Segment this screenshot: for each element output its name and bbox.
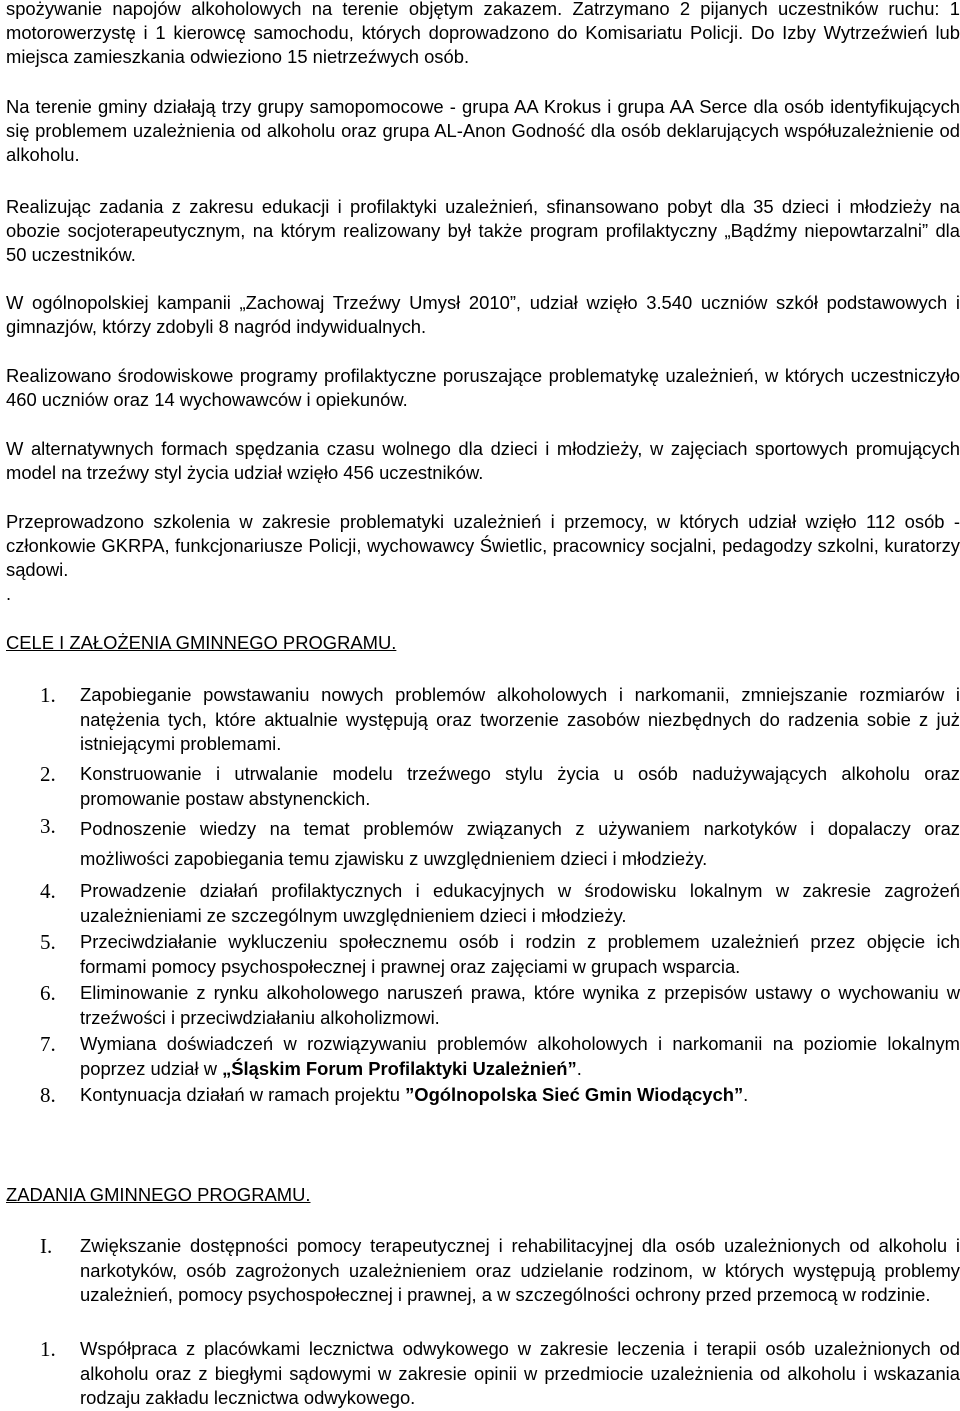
list-item-text: Przeciwdziałanie wykluczeniu społecznemu osób i rodzin z problemem uzależnień przez objęcie ich formami pomocy psychospołecznej i prawnej oraz zajęciami w grupach wsparcia. [80, 931, 960, 977]
list-item-text [80, 1083, 960, 1108]
paragraph-community-programs [6, 364, 960, 412]
list-item-text [80, 1032, 960, 1081]
list-item-number: 3. [40, 814, 56, 838]
list-item-number: 7. [40, 1032, 56, 1056]
list-item [6, 1083, 960, 1108]
paragraph-text: W alternatywnych formach spędzania czasu wolnego dla dzieci i młodzieży, w zajęciach sportowych promujących model na trzeźwy styl życia udział wzięło 456 uczestników. [6, 438, 960, 483]
paragraph-text: W ogólnopolskiej kampanii „Zachowaj Trzeźwy Umysł 2010”, udział wzięło 3.540 uczniów szkół podstawowych i gimnazjów, którzy zdobyli 8 nagród indywidualnych. [6, 292, 960, 337]
list-item [6, 1032, 960, 1081]
list-item [6, 762, 960, 811]
list-item-number: 5. [40, 930, 56, 954]
list-item [6, 981, 960, 1030]
list-item [6, 683, 960, 757]
list-item-number: 4. [40, 879, 56, 903]
list-item-text: Współpraca z placówkami lecznictwa odwykowego w zakresie leczenia i terapii osób uzależnionych od alkoholu oraz z biegłymi sądowymi w zakresie opinii w przedmiocie uzależnienia od alkoholu i wskazania rodzaju zakładu lecznictwa odwykowego. [80, 1338, 960, 1408]
list-item-text-part: . [743, 1084, 749, 1105]
paragraph-text: Na terenie gminy działają trzy grupy samopomocowe - grupa AA Krokus i grupa AA Serce dla osób identyfikujących się problemem uzależnienia od alkoholu oraz grupa AL-Anon Godność dla osób deklarujących współuzależnienie od alkoholu. [6, 96, 960, 165]
paragraph-text: Przeprowadzono szkolenia w zakresie problematyki uzależnień i przemocy, w których udział wzięło 112 osób - członkowie GKRPA, funkcjonariusze Policji, wychowawcy Świetlic, pracownicy socjalni, pedagodzy szkolni, kuratorzy sądowi. [6, 511, 960, 580]
list-item-text: Zapobieganie powstawaniu nowych problemów alkoholowych i narkomanii, zmniejszanie rozmiarów i natężenia tych, które aktualnie występują oraz tworzenie zasobów niezbędnych do radzenia sobie z już istniejącymi problemami. [80, 684, 960, 754]
paragraph-education [6, 195, 960, 267]
list-item-text-bold: ”Ogólnopolska Sieć Gmin Wiodących” [405, 1084, 744, 1105]
list-item-number: 8. [40, 1083, 56, 1107]
paragraph-text: spożywanie napojów alkoholowych na terenie objętym zakazem. Zatrzymano 2 pijanych uczestników ruchu: 1 motorowerzystę i 1 kierowcę samochodu, których doprowadzono do Komisariatu Policji. Do Izby Wytrzeźwień lub miejsca zamieszkania odwieziono 15 nietrzeźwych osób. [6, 0, 960, 67]
list-item-text: Eliminowanie z rynku alkoholowego naruszeń prawa, które wynika z przepisów ustawy o wychowaniu w trzeźwości i przeciwdziałaniu alkoholizmowi. [80, 982, 960, 1028]
list-item-text-part: Kontynuacja działań w ramach projektu [80, 1084, 406, 1105]
list-item-text: Prowadzenie działań profilaktycznych i edukacyjnych w środowisku lokalnym w zakresie zagrożeń uzależnieniami ze szczególnym uwzględnieniem dzieci i młodzieży. [80, 880, 960, 926]
list-item [6, 1234, 960, 1308]
list-item-number: 1. [40, 683, 56, 707]
list-item-number: I. [40, 1234, 53, 1258]
paragraph-text: Realizowano środowiskowe programy profilaktyczne poruszające problematykę uzależnień, w których uczestniczyło 460 uczniów oraz 14 wychowawców i opiekunów. [6, 365, 960, 410]
list-item-text: Zwiększanie dostępności pomocy terapeutycznej i rehabilitacyjnej dla osób uzależnionych od alkoholu i narkotyków, osób zagrożonych uzależnieniem oraz udzielanie rodzinom, w których występują problemy uzależnień, pomocy psychospołecznej i prawnej, a w szczególności ochrony przed przemocą w rodzinie. [80, 1235, 960, 1305]
list-item-number: 2. [40, 762, 56, 786]
paragraph-alternative-forms [6, 437, 960, 485]
list-item-text: Konstruowanie i utrwalanie modelu trzeźwego stylu życia u osób nadużywających alkoholu oraz promowanie postaw abstynenckich. [80, 763, 960, 809]
paragraph-support-groups [6, 95, 960, 167]
heading-zadania: ZADANIA GMINNEGO PROGRAMU. [6, 1184, 311, 1205]
list-item-text-part: . [576, 1057, 582, 1079]
stray-dot: . [6, 583, 12, 604]
list-item-number: 6. [40, 981, 56, 1005]
list-item [6, 930, 960, 979]
paragraph-campaign [6, 291, 960, 339]
list-item-text: Podnoszenie wiedzy na temat problemów związanych z używaniem narkotyków i dopalaczy oraz możliwości zapobiegania temu zjawisku z uwzględnieniem dzieci i młodzieży. [80, 818, 960, 869]
paragraph-trainings [6, 510, 960, 582]
list-item [6, 879, 960, 928]
paragraph-text: Realizując zadania z zakresu edukacji i profilaktyki uzależnień, sfinansowano pobyt dla 35 dzieci i młodzieży na obozie socjoterapeutycznym, na którym realizowany był także program profilaktyczny „Bądźmy niepowtarzalni” dla 50 uczestników. [6, 196, 960, 265]
list-item-number: 1. [40, 1337, 56, 1361]
heading-cele: CELE I ZAŁOŻENIA GMINNEGO PROGRAMU. [6, 632, 397, 653]
paragraph-interventions [6, 0, 960, 69]
list-item [6, 1337, 960, 1411]
list-item [6, 814, 960, 874]
list-item-text-part: Wymiana doświadczeń w rozwiązywaniu problemów alkoholowych i narkomanii na poziomie lokalnym poprzez udział w [80, 1033, 960, 1079]
list-item-text-bold: „Śląskim Forum Profilaktyki Uzależnień” [222, 1057, 577, 1079]
